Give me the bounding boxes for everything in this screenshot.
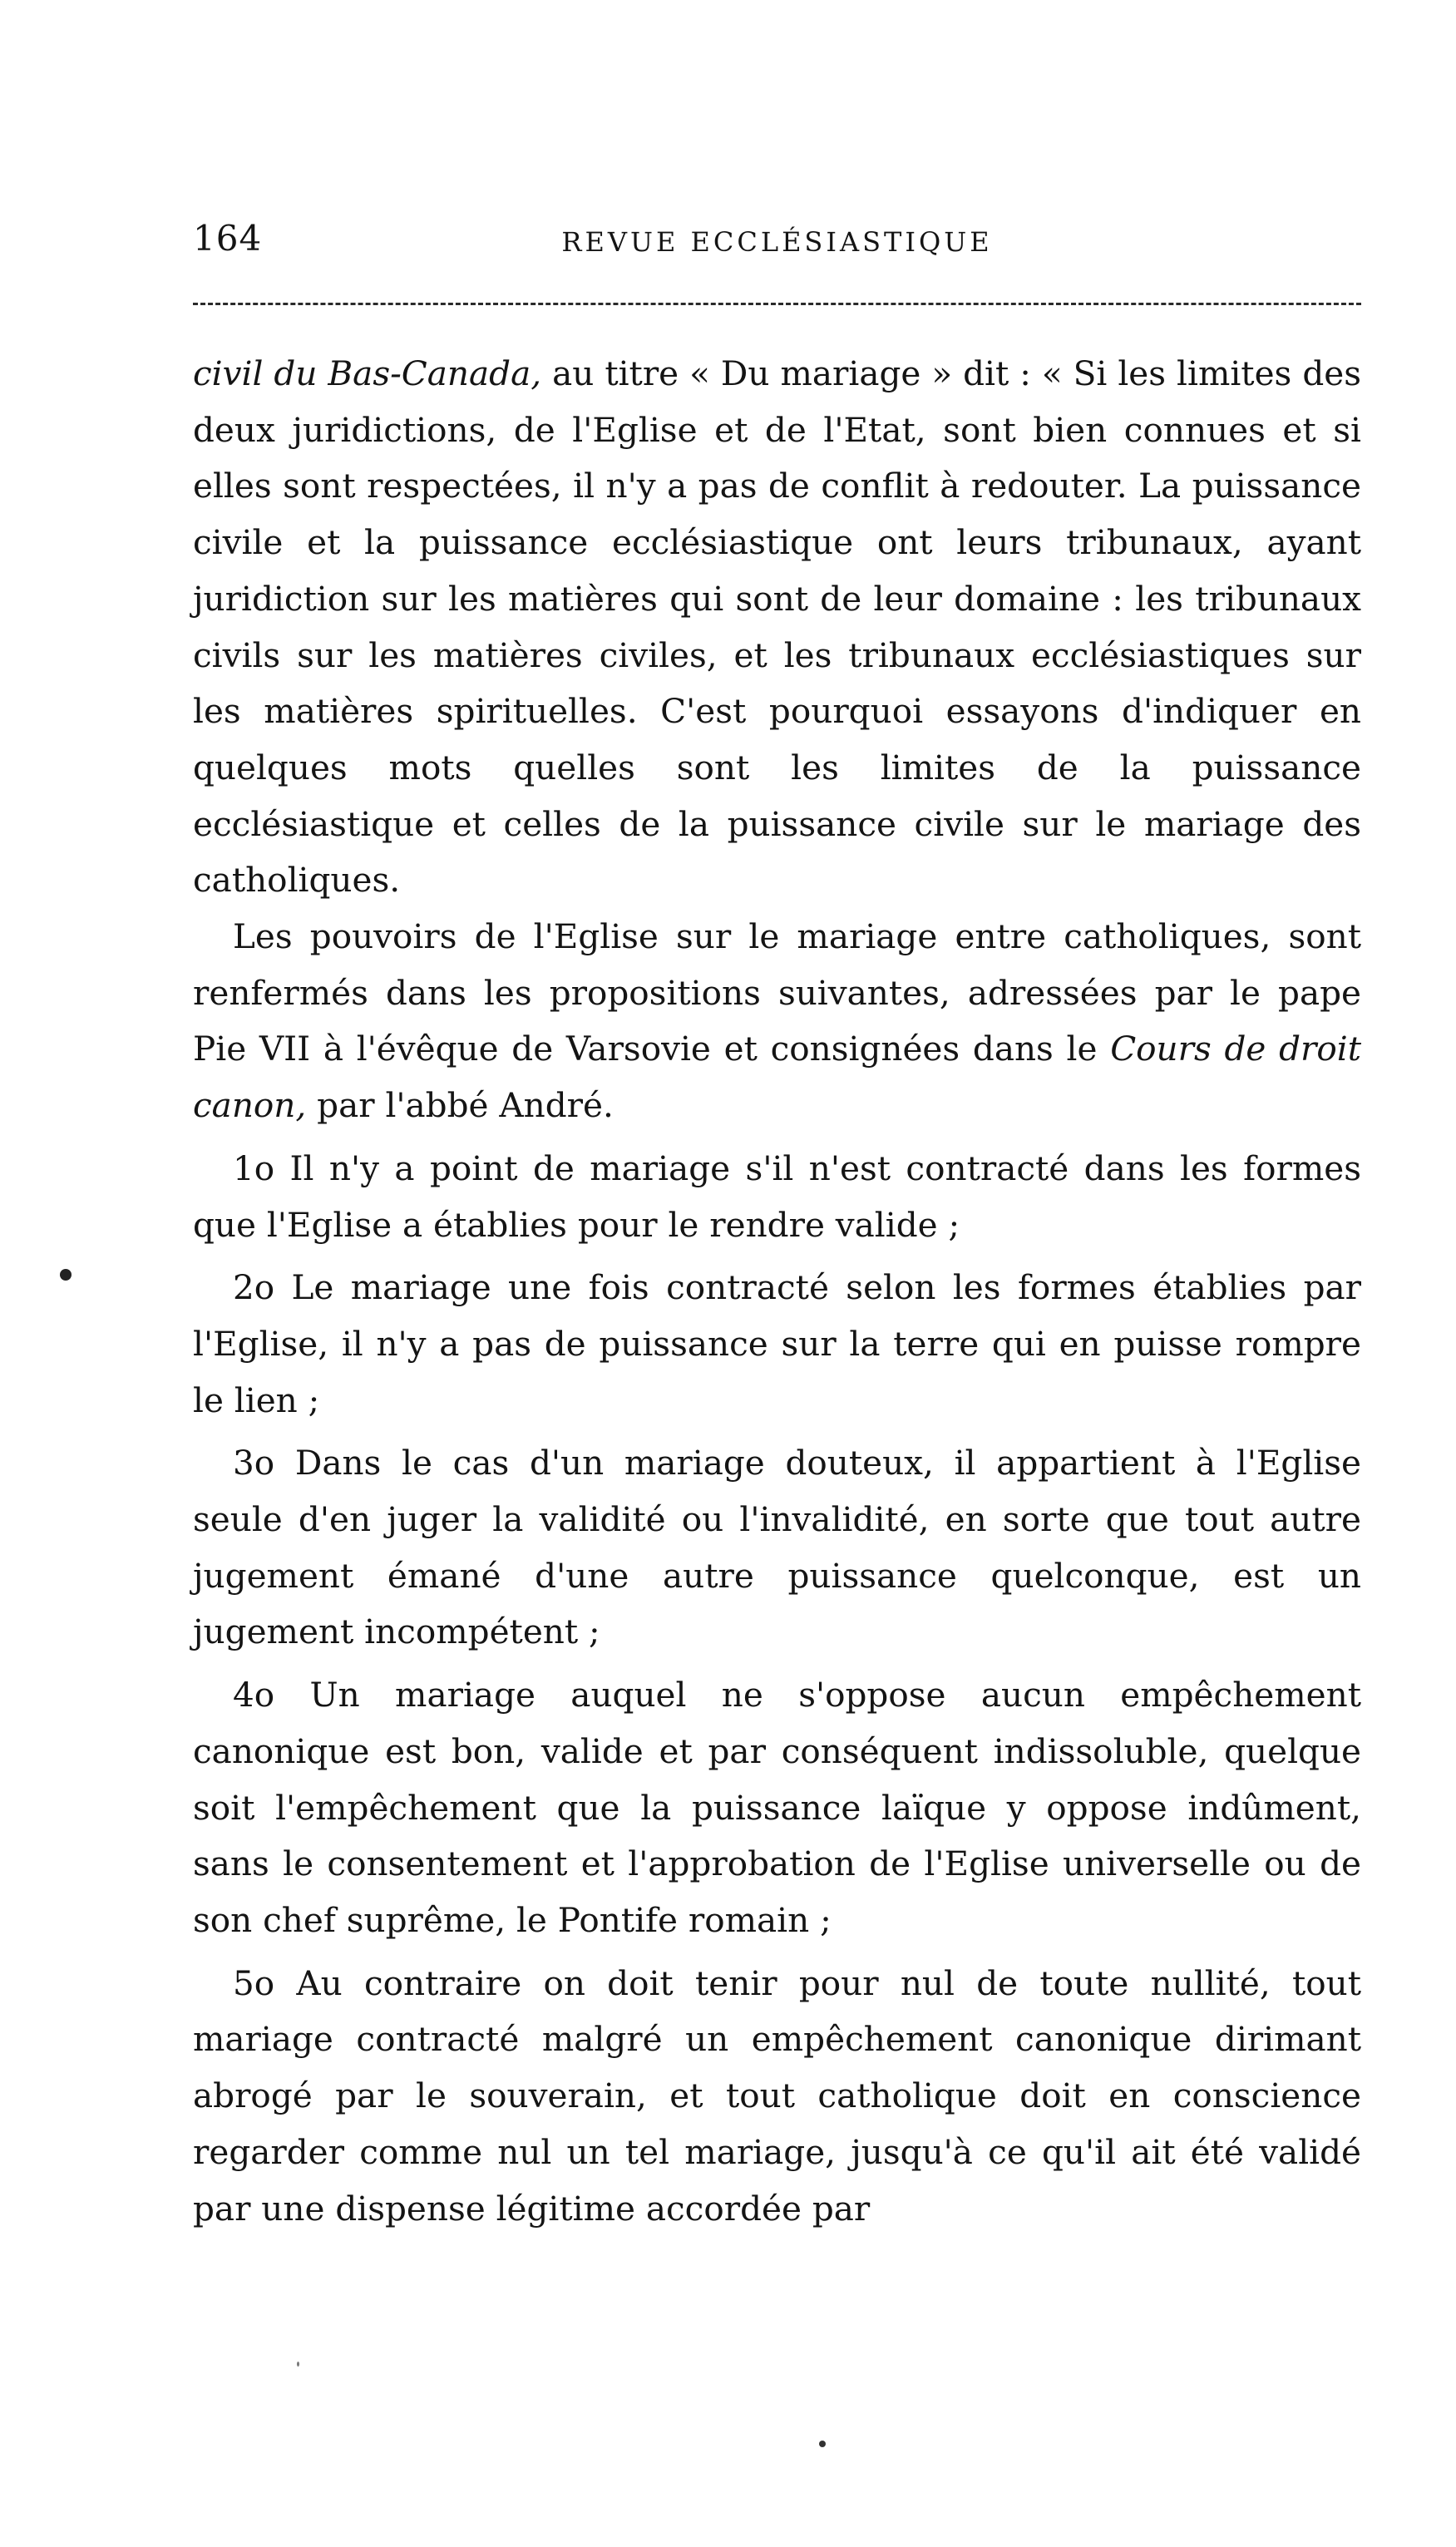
paragraph-continuation [193,346,1361,909]
proposition-4: 4o Un mariage auquel ne s'oppose aucun empêchement canonique est bon, valide et par conséquent indissoluble, quelque soit l'empêchement que la puissance laïque y oppose indûment, sans le consentement et l'approbation de l'Eglise universelle ou de son chef suprême, le Pontife romain ; [193,1675,1361,1940]
proposition-3: 3o Dans le cas d'un mariage douteux, il appartient à l'Eglise seule d'en juger la validité ou l'invalidité, en sorte que tout autre jugement émané d'une autre puissance quelconque, est un jugement incompétent ; [193,1443,1361,1652]
paragraph-text: Les pouvoirs de l'Eglise sur le mariage entre catholiques, sont renfermés dans les propositions suivantes, adressées par le pape Pie VII à l'évêque de Varsovie et consignées dans le [193,916,1361,1069]
running-head [193,218,1361,268]
paragraph-text-tail: par l'abbé André. [306,1085,614,1126]
italic-citation: civil du Bas-Canada, [193,353,542,393]
body-text [193,346,1361,2237]
proposition-5: 5o Au contraire on doit tenir pour nul de toute nullité, tout mariage contracté malgré un empêchement canonique dirimant abrogé par le souverain, et tout catholique doit en conscience regarder comme nul un tel mariage, jusqu'à ce qu'il ait été validé par une dispense légitime accordée par [193,1962,1361,2229]
print-speck [297,2362,299,2367]
proposition-2: 2o Le mariage une fois contracté selon les formes établies par l'Eglise, il n'y a pas de puissance sur la terre qui en puisse rompre le lien ; [193,1267,1361,1420]
journal-title: REVUE ECCLÉSIASTIQUE [561,226,993,258]
print-speck [819,2441,826,2447]
page-number: 164 [193,218,263,259]
italic-book-title: Cours de droit canon, [193,1029,1362,1126]
header-rule [193,303,1361,305]
paragraph-propositions-intro [193,909,1361,1134]
paragraph-text: au titre « Du mariage » dit : « Si les limites des deux juridictions, de l'Eglise et de l'Etat, sont bien connues et si elles sont respectées, il n'y a pas de conflit à redouter. La puissance civile et la puissance ecclésiastique ont leurs tribunaux, ayant juridiction sur les matières qui sont de leur domaine : les tribunaux civils sur les matières civiles, et les tribunaux ecclésiastiques sur les matières spirituelles. C'est pourquoi essayons d'indiquer en quelques mots quelles sont les limites de la puissance ecclésiastique et celles de la puissance civile sur le mariage des catholiques. [193,353,1361,901]
proposition-1: 1o Il n'y a point de mariage s'il n'est contracté dans les formes que l'Eglise a établies pour le rendre valide ; [193,1148,1361,1245]
margin-ink-mark [60,1269,72,1281]
